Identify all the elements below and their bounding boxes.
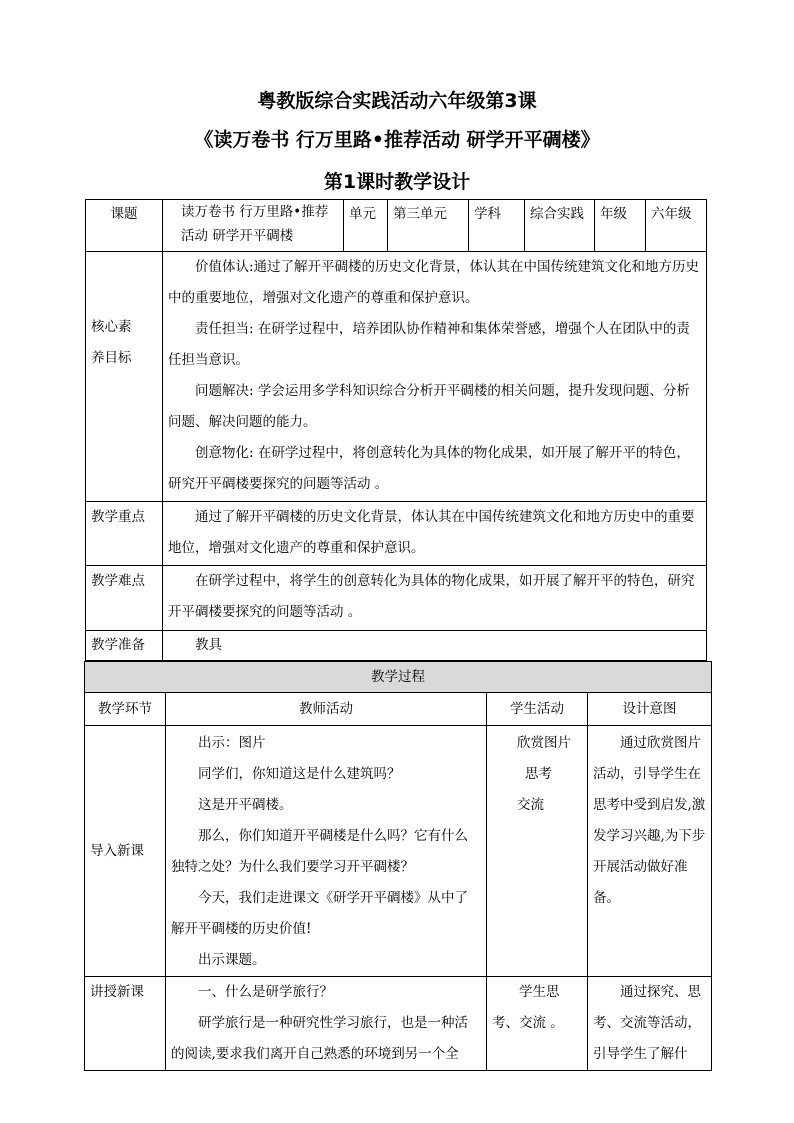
core-goals-row — [86, 252, 707, 502]
new-lesson-design-intent: 通过探究、思考、交流等活动，引导学生了解什 — [588, 977, 712, 1071]
intro-student-activity — [487, 726, 588, 977]
teacher-line: 今天，我们走进课文《研学开平碉楼》从中了解开平碉楼的历史价值! — [171, 890, 468, 937]
core-goals-label-line2: 养目标 — [91, 350, 132, 366]
student-line: 思考 — [525, 766, 552, 782]
grade-label: 年级 — [595, 200, 646, 252]
teacher-line: 一、什么是研学旅行？ — [198, 984, 333, 1000]
core-goal-paragraph: 问题解决: 学会运用多学科知识综合分析开平碉楼的相关问题，提升发现问题、分析问题、解决问题的能力。 — [168, 383, 690, 430]
unit-value: 第三单元 — [388, 200, 469, 252]
teacher-line: 这是开平碉楼。 — [198, 797, 293, 813]
column-header: 教师活动 — [166, 693, 487, 726]
student-line: 交流 — [517, 797, 544, 813]
intro-row — [85, 726, 712, 977]
info-row — [86, 200, 707, 252]
core-goals-label-line1: 核心素 — [91, 319, 132, 335]
subject-label: 学科 — [469, 200, 525, 252]
key-points-text: 通过了解开平碉楼的历史文化背景，体认其在中国传统建筑文化和地方历史中的重要地位，增强对文化遗产的尊重和保护意识。 — [163, 502, 707, 566]
process-table — [84, 661, 712, 1071]
core-goals-label — [86, 252, 163, 502]
prep-row — [86, 631, 707, 661]
new-lesson-stage: 讲授新课 — [85, 977, 166, 1071]
difficult-points-text: 在研学过程中，将学生的创意转化为具体的物化成果，如开展了解开平的特色，研究开平碉楼要探究的问题等活动 。 — [163, 566, 707, 631]
lesson-info-table — [85, 199, 707, 661]
teacher-line: 那么，你们知道开平碉楼是什么吗？它有什么独特之处？为什么我们要学习开平碉楼？ — [171, 828, 468, 875]
column-header: 设计意图 — [588, 693, 712, 726]
intro-design-intent: 通过欣赏图片活动，引导学生在思考中受到启发,激发学习兴趣,为下步开展活动做好准备。 — [588, 726, 712, 977]
subject-value: 综合实践 — [525, 200, 595, 252]
new-lesson-student-activity: 学生思考、交流 。 — [487, 977, 588, 1071]
doc-title-line1: 粤教版综合实践活动六年级第3课 — [257, 90, 537, 112]
prep-label: 教学准备 — [86, 631, 163, 661]
topic-label: 课题 — [86, 200, 163, 252]
process-header: 教学过程 — [85, 662, 712, 693]
core-goals-content — [163, 252, 707, 502]
teacher-line: 出示课题。 — [198, 952, 266, 968]
intro-teacher-activity — [166, 726, 487, 977]
process-columns-row — [85, 693, 712, 726]
new-lesson-teacher-activity — [166, 977, 487, 1071]
key-points-row — [86, 502, 707, 566]
process-header-row — [85, 662, 712, 693]
difficult-points-label: 教学难点 — [86, 566, 163, 631]
doc-title-line2: 《读万卷书 行万里路•推荐活动 研学开平碉楼》 — [194, 129, 600, 151]
key-points-label: 教学重点 — [86, 502, 163, 566]
teacher-line: 出示：图片 — [198, 735, 266, 751]
column-header: 学生活动 — [487, 693, 588, 726]
new-lesson-row — [85, 977, 712, 1071]
teacher-line: 同学们，你知道这是什么建筑吗？ — [198, 766, 401, 782]
difficult-points-row — [86, 566, 707, 631]
column-header: 教学环节 — [85, 693, 166, 726]
core-goal-paragraph: 创意物化: 在研学过程中，将创意转化为具体的物化成果，如开展了解开平的特色，研究开平碉楼要探究的问题等活动 。 — [168, 445, 690, 492]
core-goal-paragraph: 责任担当: 在研学过程中，培养团队协作精神和集体荣誉感，增强个人在团队中的责任担当意识。 — [168, 321, 690, 368]
unit-label: 单元 — [344, 200, 388, 252]
core-goal-paragraph: 价值体认:通过了解开平碉楼的历史文化背景，体认其在中国传统建筑文化和地方历史中的重要地位，增强对文化遗产的尊重和保护意识。 — [168, 259, 700, 306]
intro-stage: 导入新课 — [85, 726, 166, 977]
teacher-line: 研学旅行是一种研究性学习旅行，也是一种活的阅读,要求我们离开自己熟悉的环境到另一个全 — [171, 1015, 468, 1062]
student-line: 欣赏图片 — [517, 735, 571, 751]
prep-text: 教具 — [163, 631, 707, 661]
grade-value: 六年级 — [646, 200, 707, 252]
doc-title-line3: 第1课时教学设计 — [323, 171, 471, 193]
topic-value: 读万卷书 行万里路•推荐活动 研学开平碉楼 — [163, 200, 344, 252]
